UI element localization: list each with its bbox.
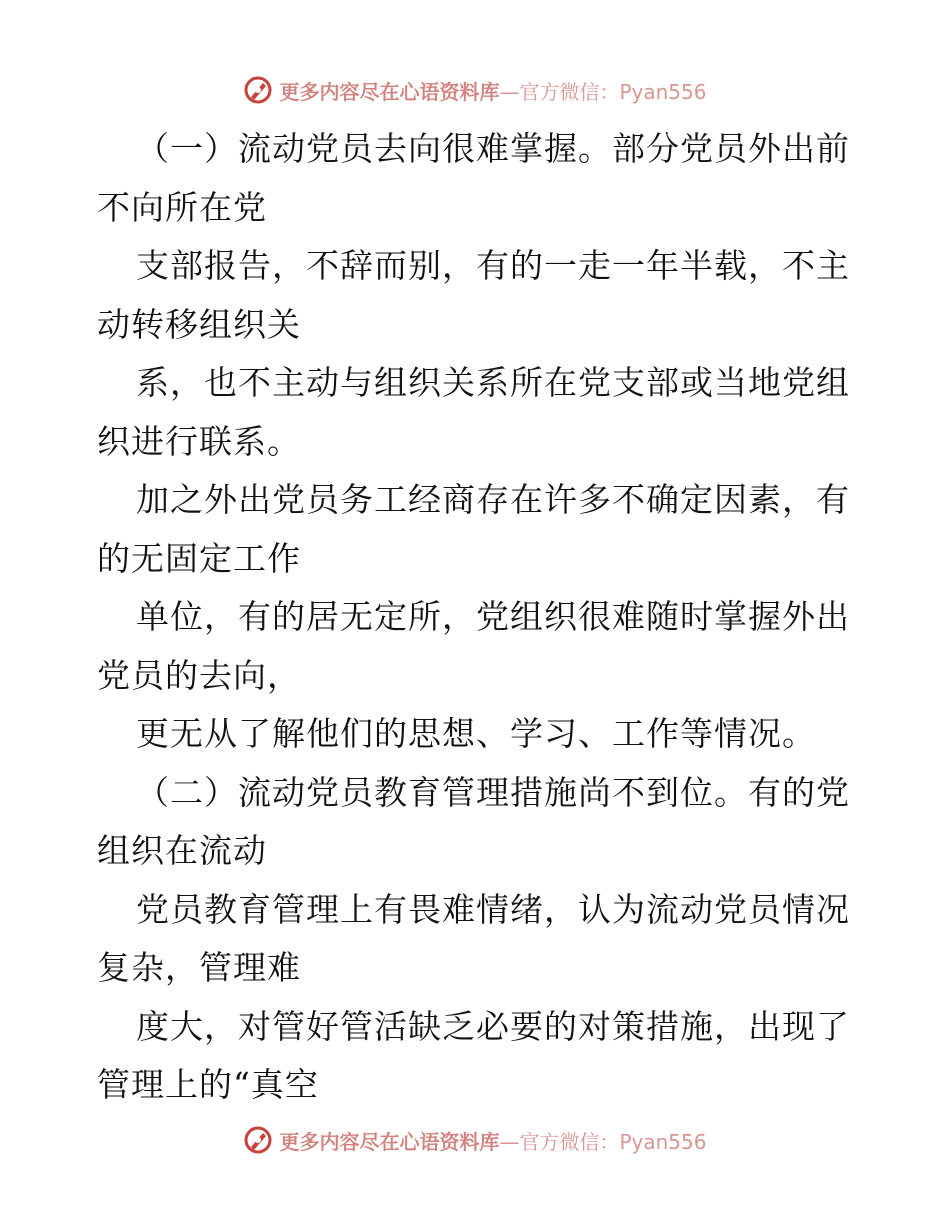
text-line: （二）流动党员教育管理措施尚不到位。有的党 [136, 772, 850, 812]
banner-main-text: 更多内容尽在心语资料库 [279, 79, 500, 104]
document-body [97, 120, 857, 1115]
text-line: 管理上的“真空 [97, 1065, 319, 1104]
text-line: 不向所在党 [97, 187, 267, 227]
text-line: 织进行联系。 [97, 421, 301, 461]
header-banner [0, 70, 950, 110]
text-line: 系，也不主动与组织关系所在党支部或当地党组 [136, 363, 850, 402]
text-line: 动转移组织关 [97, 304, 301, 344]
text-line: 的无固定工作 [97, 538, 301, 578]
banner-sub-text: —官方微信：Pyan556 [499, 1129, 707, 1154]
banner-text [279, 76, 706, 105]
banner-text [279, 1126, 706, 1155]
text-line: 党员的去向， [97, 655, 301, 695]
banner-sub-text: —官方微信：Pyan556 [499, 79, 707, 104]
text-line: （一）流动党员去向很难掌握。部分党员外出前 [136, 129, 850, 168]
text-line: 单位，有的居无定所，党组织很难随时掌握外出 [136, 597, 850, 636]
text-line: 加之外出党员务工经商存在许多不确定因素，有 [136, 480, 850, 519]
text-line: 党员教育管理上有畏难情绪，认为流动党员情况 [136, 889, 850, 929]
text-line: 组织在流动 [97, 831, 267, 870]
pen-logo-icon [243, 75, 273, 105]
text-line: 度大，对管好管活缺乏必要的对策措施，出现了 [136, 1006, 850, 1046]
text-line: 复杂，管理难 [97, 948, 301, 987]
text-line: 更无从了解他们的思想、学习、工作等情况。 [136, 714, 816, 753]
banner-main-text: 更多内容尽在心语资料库 [279, 1129, 500, 1154]
pen-logo-icon [243, 1125, 273, 1155]
footer-banner [0, 1120, 950, 1160]
text-line: 支部报告，不辞而别，有的一走一年半载，不主 [136, 246, 850, 285]
